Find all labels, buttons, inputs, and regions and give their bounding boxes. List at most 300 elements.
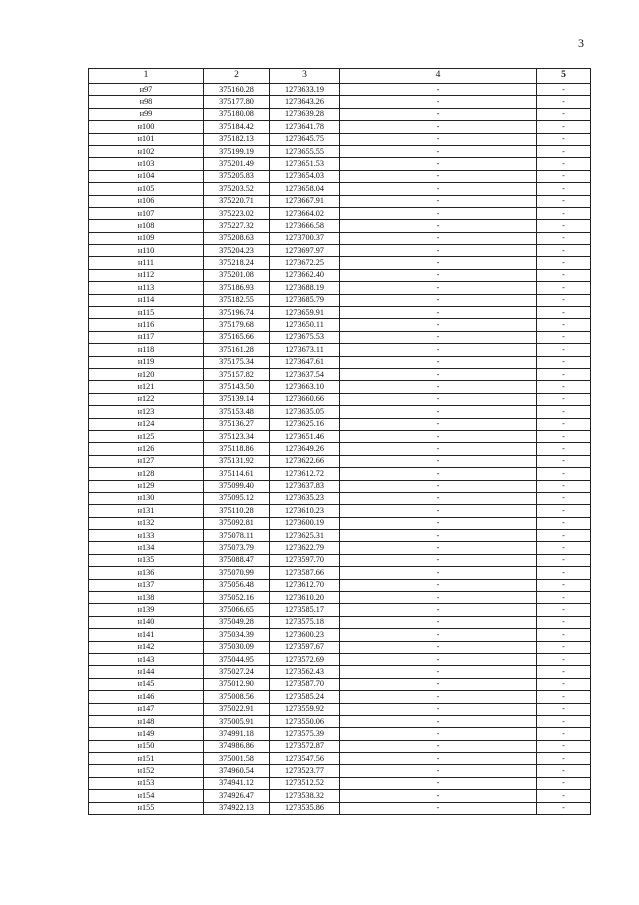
table-row bbox=[89, 492, 591, 504]
column-5-cell: - bbox=[537, 616, 591, 628]
column-5-cell: - bbox=[537, 567, 591, 579]
column-5-cell: - bbox=[537, 480, 591, 492]
table-row bbox=[89, 554, 591, 566]
x-coordinate-cell: 375110.28 bbox=[204, 505, 270, 517]
column-5-cell: - bbox=[537, 678, 591, 690]
x-coordinate-cell: 375157.82 bbox=[204, 368, 270, 380]
y-coordinate-cell: 1273643.26 bbox=[270, 96, 340, 108]
point-id-cell: н125 bbox=[89, 430, 204, 442]
point-id-cell: н109 bbox=[89, 232, 204, 244]
y-coordinate-cell: 1273655.55 bbox=[270, 145, 340, 157]
point-id-cell: н138 bbox=[89, 592, 204, 604]
x-coordinate-cell: 375027.24 bbox=[204, 666, 270, 678]
column-5-cell: - bbox=[537, 183, 591, 195]
table-row bbox=[89, 331, 591, 343]
table-row bbox=[89, 653, 591, 665]
table-row bbox=[89, 740, 591, 752]
y-coordinate-cell: 1273575.39 bbox=[270, 728, 340, 740]
table-row bbox=[89, 703, 591, 715]
table-row bbox=[89, 567, 591, 579]
y-coordinate-cell: 1273662.40 bbox=[270, 269, 340, 281]
y-coordinate-cell: 1273587.66 bbox=[270, 567, 340, 579]
y-coordinate-cell: 1273538.32 bbox=[270, 790, 340, 802]
column-5-cell: - bbox=[537, 517, 591, 529]
column-5-cell: - bbox=[537, 666, 591, 678]
x-coordinate-cell: 374960.54 bbox=[204, 765, 270, 777]
column-5-cell: - bbox=[537, 406, 591, 418]
column-4-cell: - bbox=[340, 728, 537, 740]
column-4-cell: - bbox=[340, 678, 537, 690]
column-4-cell: - bbox=[340, 307, 537, 319]
y-coordinate-cell: 1273572.87 bbox=[270, 740, 340, 752]
column-5-cell: - bbox=[537, 381, 591, 393]
y-coordinate-cell: 1273651.53 bbox=[270, 158, 340, 170]
x-coordinate-cell: 375008.56 bbox=[204, 691, 270, 703]
point-id-cell: н141 bbox=[89, 629, 204, 641]
y-coordinate-cell: 1273622.66 bbox=[270, 455, 340, 467]
x-coordinate-cell: 374922.13 bbox=[204, 802, 270, 814]
x-coordinate-cell: 375182.13 bbox=[204, 133, 270, 145]
point-id-cell: н139 bbox=[89, 604, 204, 616]
table-row bbox=[89, 802, 591, 814]
column-5-cell: - bbox=[537, 765, 591, 777]
column-5-cell: - bbox=[537, 629, 591, 641]
column-5-cell: - bbox=[537, 455, 591, 467]
x-coordinate-cell: 375186.93 bbox=[204, 282, 270, 294]
y-coordinate-cell: 1273612.70 bbox=[270, 579, 340, 591]
point-id-cell: н123 bbox=[89, 406, 204, 418]
point-id-cell: н107 bbox=[89, 207, 204, 219]
point-id-cell: н152 bbox=[89, 765, 204, 777]
column-5-cell: - bbox=[537, 753, 591, 765]
table-row bbox=[89, 257, 591, 269]
table-row bbox=[89, 121, 591, 133]
point-id-cell: н116 bbox=[89, 319, 204, 331]
point-id-cell: н148 bbox=[89, 715, 204, 727]
column-4-cell: - bbox=[340, 133, 537, 145]
column-5-cell: - bbox=[537, 269, 591, 281]
x-coordinate-cell: 375114.61 bbox=[204, 468, 270, 480]
x-coordinate-cell: 375139.14 bbox=[204, 393, 270, 405]
table-row bbox=[89, 542, 591, 554]
y-coordinate-cell: 1273641.78 bbox=[270, 121, 340, 133]
x-coordinate-cell: 375160.28 bbox=[204, 84, 270, 96]
column-4-cell: - bbox=[340, 257, 537, 269]
table-row bbox=[89, 145, 591, 157]
point-id-cell: н147 bbox=[89, 703, 204, 715]
column-5-cell: - bbox=[537, 145, 591, 157]
point-id-cell: н140 bbox=[89, 616, 204, 628]
column-5-cell: - bbox=[537, 554, 591, 566]
column-5-cell: - bbox=[537, 220, 591, 232]
column-5-cell: - bbox=[537, 207, 591, 219]
column-5-cell: - bbox=[537, 418, 591, 430]
y-coordinate-cell: 1273625.31 bbox=[270, 530, 340, 542]
x-coordinate-cell: 374926.47 bbox=[204, 790, 270, 802]
point-id-cell: н106 bbox=[89, 195, 204, 207]
x-coordinate-cell: 375143.50 bbox=[204, 381, 270, 393]
x-coordinate-cell: 375220.71 bbox=[204, 195, 270, 207]
column-header: 5 bbox=[537, 69, 591, 84]
x-coordinate-cell: 375070.99 bbox=[204, 567, 270, 579]
x-coordinate-cell: 375196.74 bbox=[204, 307, 270, 319]
table-row bbox=[89, 455, 591, 467]
column-4-cell: - bbox=[340, 294, 537, 306]
column-5-cell: - bbox=[537, 344, 591, 356]
point-id-cell: н102 bbox=[89, 145, 204, 157]
table-row bbox=[89, 195, 591, 207]
column-5-cell: - bbox=[537, 653, 591, 665]
x-coordinate-cell: 375180.08 bbox=[204, 108, 270, 120]
column-4-cell: - bbox=[340, 691, 537, 703]
y-coordinate-cell: 1273633.19 bbox=[270, 84, 340, 96]
column-5-cell: - bbox=[537, 641, 591, 653]
column-4-cell: - bbox=[340, 145, 537, 157]
column-5-cell: - bbox=[537, 505, 591, 517]
y-coordinate-cell: 1273562.43 bbox=[270, 666, 340, 678]
column-4-cell: - bbox=[340, 430, 537, 442]
column-4-cell: - bbox=[340, 331, 537, 343]
column-5-cell: - bbox=[537, 282, 591, 294]
y-coordinate-cell: 1273547.56 bbox=[270, 753, 340, 765]
table-row bbox=[89, 443, 591, 455]
table-row bbox=[89, 183, 591, 195]
y-coordinate-cell: 1273622.79 bbox=[270, 542, 340, 554]
column-4-cell: - bbox=[340, 195, 537, 207]
y-coordinate-cell: 1273575.18 bbox=[270, 616, 340, 628]
column-4-cell: - bbox=[340, 393, 537, 405]
column-4-cell: - bbox=[340, 455, 537, 467]
column-5-cell: - bbox=[537, 158, 591, 170]
column-5-cell: - bbox=[537, 232, 591, 244]
x-coordinate-cell: 375227.32 bbox=[204, 220, 270, 232]
column-4-cell: - bbox=[340, 269, 537, 281]
y-coordinate-cell: 1273512.52 bbox=[270, 777, 340, 789]
x-coordinate-cell: 375136.27 bbox=[204, 418, 270, 430]
y-coordinate-cell: 1273610.23 bbox=[270, 505, 340, 517]
y-coordinate-cell: 1273650.11 bbox=[270, 319, 340, 331]
point-id-cell: н126 bbox=[89, 443, 204, 455]
table-row bbox=[89, 245, 591, 257]
column-5-cell: - bbox=[537, 790, 591, 802]
column-4-cell: - bbox=[340, 616, 537, 628]
x-coordinate-cell: 375204.23 bbox=[204, 245, 270, 257]
column-4-cell: - bbox=[340, 344, 537, 356]
x-coordinate-cell: 374986.86 bbox=[204, 740, 270, 752]
column-4-cell: - bbox=[340, 356, 537, 368]
table-row bbox=[89, 765, 591, 777]
y-coordinate-cell: 1273625.16 bbox=[270, 418, 340, 430]
y-coordinate-cell: 1273612.72 bbox=[270, 468, 340, 480]
column-5-cell: - bbox=[537, 542, 591, 554]
coordinates-table bbox=[88, 68, 591, 815]
column-5-cell: - bbox=[537, 331, 591, 343]
point-id-cell: н145 bbox=[89, 678, 204, 690]
x-coordinate-cell: 375078.11 bbox=[204, 530, 270, 542]
y-coordinate-cell: 1273610.20 bbox=[270, 592, 340, 604]
table-row bbox=[89, 282, 591, 294]
y-coordinate-cell: 1273637.54 bbox=[270, 368, 340, 380]
page-number: 3 bbox=[578, 36, 584, 50]
y-coordinate-cell: 1273597.67 bbox=[270, 641, 340, 653]
column-5-cell: - bbox=[537, 121, 591, 133]
column-5-cell: - bbox=[537, 356, 591, 368]
point-id-cell: н124 bbox=[89, 418, 204, 430]
y-coordinate-cell: 1273649.26 bbox=[270, 443, 340, 455]
x-coordinate-cell: 375022.91 bbox=[204, 703, 270, 715]
x-coordinate-cell: 375201.49 bbox=[204, 158, 270, 170]
x-coordinate-cell: 375205.83 bbox=[204, 170, 270, 182]
table-row bbox=[89, 393, 591, 405]
point-id-cell: н134 bbox=[89, 542, 204, 554]
table-row bbox=[89, 158, 591, 170]
y-coordinate-cell: 1273688.19 bbox=[270, 282, 340, 294]
point-id-cell: н119 bbox=[89, 356, 204, 368]
column-5-cell: - bbox=[537, 530, 591, 542]
column-4-cell: - bbox=[340, 753, 537, 765]
y-coordinate-cell: 1273673.11 bbox=[270, 344, 340, 356]
table-row bbox=[89, 207, 591, 219]
column-5-cell: - bbox=[537, 703, 591, 715]
x-coordinate-cell: 375153.48 bbox=[204, 406, 270, 418]
x-coordinate-cell: 375184.42 bbox=[204, 121, 270, 133]
y-coordinate-cell: 1273597.70 bbox=[270, 554, 340, 566]
x-coordinate-cell: 375223.02 bbox=[204, 207, 270, 219]
point-id-cell: н143 bbox=[89, 653, 204, 665]
column-4-cell: - bbox=[340, 579, 537, 591]
point-id-cell: н149 bbox=[89, 728, 204, 740]
x-coordinate-cell: 375044.95 bbox=[204, 653, 270, 665]
table-row bbox=[89, 517, 591, 529]
x-coordinate-cell: 374941.12 bbox=[204, 777, 270, 789]
column-4-cell: - bbox=[340, 542, 537, 554]
table-row bbox=[89, 592, 591, 604]
x-coordinate-cell: 375179.68 bbox=[204, 319, 270, 331]
column-5-cell: - bbox=[537, 393, 591, 405]
column-4-cell: - bbox=[340, 418, 537, 430]
table-row bbox=[89, 344, 591, 356]
column-4-cell: - bbox=[340, 765, 537, 777]
x-coordinate-cell: 375161.28 bbox=[204, 344, 270, 356]
point-id-cell: н101 bbox=[89, 133, 204, 145]
column-4-cell: - bbox=[340, 790, 537, 802]
x-coordinate-cell: 375199.19 bbox=[204, 145, 270, 157]
table-row bbox=[89, 790, 591, 802]
point-id-cell: н144 bbox=[89, 666, 204, 678]
x-coordinate-cell: 375001.58 bbox=[204, 753, 270, 765]
point-id-cell: н153 bbox=[89, 777, 204, 789]
column-4-cell: - bbox=[340, 777, 537, 789]
point-id-cell: н117 bbox=[89, 331, 204, 343]
point-id-cell: н98 bbox=[89, 96, 204, 108]
x-coordinate-cell: 374991.18 bbox=[204, 728, 270, 740]
point-id-cell: н135 bbox=[89, 554, 204, 566]
point-id-cell: н121 bbox=[89, 381, 204, 393]
table-row bbox=[89, 418, 591, 430]
column-5-cell: - bbox=[537, 96, 591, 108]
table-row bbox=[89, 220, 591, 232]
point-id-cell: н150 bbox=[89, 740, 204, 752]
y-coordinate-cell: 1273637.83 bbox=[270, 480, 340, 492]
point-id-cell: н127 bbox=[89, 455, 204, 467]
table-row bbox=[89, 715, 591, 727]
column-5-cell: - bbox=[537, 170, 591, 182]
point-id-cell: н104 bbox=[89, 170, 204, 182]
column-header: 2 bbox=[204, 69, 270, 84]
table-row bbox=[89, 368, 591, 380]
point-id-cell: н114 bbox=[89, 294, 204, 306]
column-4-cell: - bbox=[340, 245, 537, 257]
column-5-cell: - bbox=[537, 777, 591, 789]
column-5-cell: - bbox=[537, 579, 591, 591]
y-coordinate-cell: 1273587.70 bbox=[270, 678, 340, 690]
column-4-cell: - bbox=[340, 232, 537, 244]
y-coordinate-cell: 1273572.69 bbox=[270, 653, 340, 665]
column-4-cell: - bbox=[340, 121, 537, 133]
point-id-cell: н115 bbox=[89, 307, 204, 319]
y-coordinate-cell: 1273664.02 bbox=[270, 207, 340, 219]
column-header: 3 bbox=[270, 69, 340, 84]
x-coordinate-cell: 375131.92 bbox=[204, 455, 270, 467]
column-4-cell: - bbox=[340, 703, 537, 715]
column-5-cell: - bbox=[537, 133, 591, 145]
y-coordinate-cell: 1273685.79 bbox=[270, 294, 340, 306]
column-4-cell: - bbox=[340, 715, 537, 727]
table-row bbox=[89, 480, 591, 492]
column-5-cell: - bbox=[537, 368, 591, 380]
x-coordinate-cell: 375208.63 bbox=[204, 232, 270, 244]
y-coordinate-cell: 1273675.53 bbox=[270, 331, 340, 343]
column-header: 4 bbox=[340, 69, 537, 84]
x-coordinate-cell: 375201.08 bbox=[204, 269, 270, 281]
y-coordinate-cell: 1273535.86 bbox=[270, 802, 340, 814]
column-5-cell: - bbox=[537, 257, 591, 269]
column-5-cell: - bbox=[537, 728, 591, 740]
y-coordinate-cell: 1273550.06 bbox=[270, 715, 340, 727]
y-coordinate-cell: 1273647.61 bbox=[270, 356, 340, 368]
point-id-cell: н128 bbox=[89, 468, 204, 480]
column-4-cell: - bbox=[340, 108, 537, 120]
x-coordinate-cell: 375056.48 bbox=[204, 579, 270, 591]
point-id-cell: н142 bbox=[89, 641, 204, 653]
y-coordinate-cell: 1273663.10 bbox=[270, 381, 340, 393]
table-row bbox=[89, 84, 591, 96]
point-id-cell: н136 bbox=[89, 567, 204, 579]
column-4-cell: - bbox=[340, 183, 537, 195]
point-id-cell: н129 bbox=[89, 480, 204, 492]
point-id-cell: н122 bbox=[89, 393, 204, 405]
x-coordinate-cell: 375034.39 bbox=[204, 629, 270, 641]
table-row bbox=[89, 505, 591, 517]
column-4-cell: - bbox=[340, 170, 537, 182]
point-id-cell: н108 bbox=[89, 220, 204, 232]
column-5-cell: - bbox=[537, 740, 591, 752]
y-coordinate-cell: 1273651.46 bbox=[270, 430, 340, 442]
x-coordinate-cell: 375203.52 bbox=[204, 183, 270, 195]
table-row bbox=[89, 691, 591, 703]
column-4-cell: - bbox=[340, 368, 537, 380]
point-id-cell: н133 bbox=[89, 530, 204, 542]
column-4-cell: - bbox=[340, 443, 537, 455]
column-4-cell: - bbox=[340, 480, 537, 492]
y-coordinate-cell: 1273639.28 bbox=[270, 108, 340, 120]
table-body bbox=[89, 84, 591, 815]
x-coordinate-cell: 375123.34 bbox=[204, 430, 270, 442]
column-4-cell: - bbox=[340, 505, 537, 517]
x-coordinate-cell: 375175.34 bbox=[204, 356, 270, 368]
column-4-cell: - bbox=[340, 604, 537, 616]
column-4-cell: - bbox=[340, 84, 537, 96]
x-coordinate-cell: 375099.40 bbox=[204, 480, 270, 492]
column-4-cell: - bbox=[340, 629, 537, 641]
y-coordinate-cell: 1273635.23 bbox=[270, 492, 340, 504]
y-coordinate-cell: 1273585.24 bbox=[270, 691, 340, 703]
table-row bbox=[89, 319, 591, 331]
column-5-cell: - bbox=[537, 802, 591, 814]
table-row bbox=[89, 170, 591, 182]
point-id-cell: н110 bbox=[89, 245, 204, 257]
x-coordinate-cell: 375066.65 bbox=[204, 604, 270, 616]
y-coordinate-cell: 1273645.75 bbox=[270, 133, 340, 145]
x-coordinate-cell: 375005.91 bbox=[204, 715, 270, 727]
x-coordinate-cell: 375030.09 bbox=[204, 641, 270, 653]
table-row bbox=[89, 641, 591, 653]
point-id-cell: н151 bbox=[89, 753, 204, 765]
column-5-cell: - bbox=[537, 294, 591, 306]
x-coordinate-cell: 375165.66 bbox=[204, 331, 270, 343]
point-id-cell: н112 bbox=[89, 269, 204, 281]
point-id-cell: н100 bbox=[89, 121, 204, 133]
table-row bbox=[89, 468, 591, 480]
column-5-cell: - bbox=[537, 443, 591, 455]
table-header-row bbox=[89, 69, 591, 84]
column-5-cell: - bbox=[537, 715, 591, 727]
y-coordinate-cell: 1273697.97 bbox=[270, 245, 340, 257]
column-4-cell: - bbox=[340, 592, 537, 604]
table-row bbox=[89, 777, 591, 789]
column-5-cell: - bbox=[537, 430, 591, 442]
column-4-cell: - bbox=[340, 740, 537, 752]
column-5-cell: - bbox=[537, 319, 591, 331]
point-id-cell: н111 bbox=[89, 257, 204, 269]
y-coordinate-cell: 1273659.91 bbox=[270, 307, 340, 319]
y-coordinate-cell: 1273635.05 bbox=[270, 406, 340, 418]
column-4-cell: - bbox=[340, 517, 537, 529]
column-4-cell: - bbox=[340, 802, 537, 814]
column-4-cell: - bbox=[340, 468, 537, 480]
column-4-cell: - bbox=[340, 220, 537, 232]
point-id-cell: н146 bbox=[89, 691, 204, 703]
x-coordinate-cell: 375218.24 bbox=[204, 257, 270, 269]
point-id-cell: н97 bbox=[89, 84, 204, 96]
table-row bbox=[89, 629, 591, 641]
y-coordinate-cell: 1273585.17 bbox=[270, 604, 340, 616]
point-id-cell: н154 bbox=[89, 790, 204, 802]
table-row bbox=[89, 666, 591, 678]
column-4-cell: - bbox=[340, 653, 537, 665]
y-coordinate-cell: 1273600.19 bbox=[270, 517, 340, 529]
x-coordinate-cell: 375088.47 bbox=[204, 554, 270, 566]
table-row bbox=[89, 406, 591, 418]
y-coordinate-cell: 1273600.23 bbox=[270, 629, 340, 641]
column-5-cell: - bbox=[537, 245, 591, 257]
y-coordinate-cell: 1273672.25 bbox=[270, 257, 340, 269]
column-5-cell: - bbox=[537, 592, 591, 604]
column-5-cell: - bbox=[537, 604, 591, 616]
column-4-cell: - bbox=[340, 567, 537, 579]
column-4-cell: - bbox=[340, 666, 537, 678]
table-row bbox=[89, 96, 591, 108]
